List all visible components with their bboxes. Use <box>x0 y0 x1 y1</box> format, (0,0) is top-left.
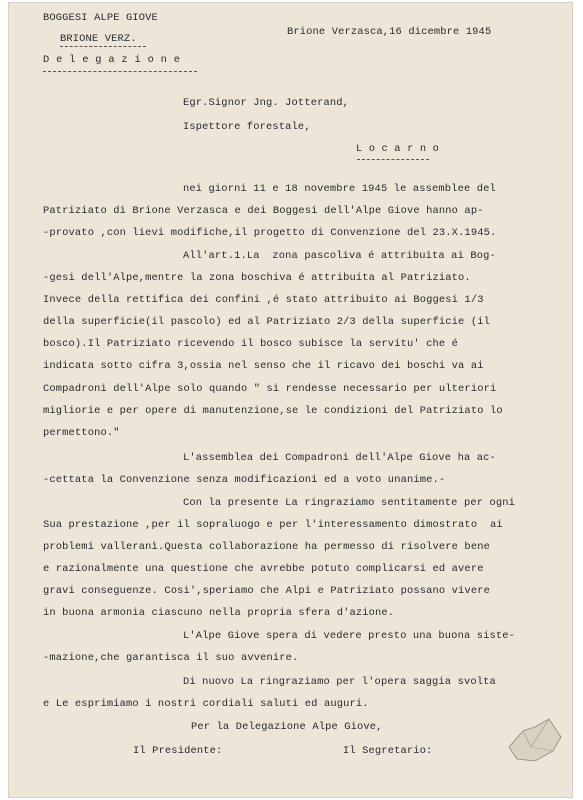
body-line: Compadroni dell'Alpe solo quando " si rendesse necessario per ulteriori <box>43 383 497 395</box>
dateline: Brione Verzasca,16 dicembre 1945 <box>287 26 492 38</box>
body-line: All'art.1.La zona pascoliva é attribuita ai Bog- <box>183 250 496 262</box>
body-line: Con la presente La ringraziamo sentitamente per ogni <box>183 497 516 509</box>
body-line: L'assemblea dei Compadroni dell'Alpe Giove ha ac- <box>183 452 496 464</box>
body-line: -provato ,con lievi modifiche,il progetto di Convenzione del 23.X.1945. <box>43 227 497 239</box>
body-line: -mazione,che garantisca il suo avvenire. <box>43 652 299 664</box>
body-line: Patriziato di Brione Verzasca e dei Boggesi dell'Alpe Giove hanno ap- <box>43 205 484 217</box>
letterhead-delegation: D e l e g a z i o n e <box>43 54 181 66</box>
president-label: Il Presidente: <box>133 745 223 757</box>
closing-line: Per la Delegazione Alpe Giove, <box>191 721 383 733</box>
body-line: permettono." <box>43 427 120 439</box>
body-line: -cettata la Convenzione senza modificazioni ed a voto unanime.- <box>43 474 446 486</box>
body-line: Di nuovo La ringraziamo per l'opera saggia svolta <box>183 676 496 688</box>
body-line: indicata sotto cifra 3,ossia nel senso che il ricavo dei boschi va ai <box>43 360 484 372</box>
body-line: della superficie(il pascolo) ed al Patriziato 2/3 della superficie (il <box>43 316 490 328</box>
recipient-city-underline <box>357 159 429 160</box>
body-line: Invece della rettifica dei confini ,é stato attribuito ai Boggesi 1/3 <box>43 294 484 306</box>
letterhead-underline <box>60 46 146 47</box>
body-line: e razionalmente una questione che avrebbe potuto complicarsi ed avere <box>43 563 484 575</box>
body-line: migliorie e per opere di manutenzione,se le condizioni del Patriziato lo <box>43 405 503 417</box>
body-line: bosco).Il Patriziato ricevendo il bosco subisce la servitu' che é <box>43 338 459 350</box>
body-line: L'Alpe Giove spera di vedere presto una buona siste- <box>183 630 516 642</box>
body-line: e Le esprimiamo i nostri cordiali saluti ed auguri. <box>43 698 369 710</box>
body-line: nei giorni 11 e 18 novembre 1945 le assemblee del <box>183 183 496 195</box>
recipient-city: L o c a r n o <box>356 143 440 155</box>
recipient-name: Egr.Signor Jng. Jotterand, <box>183 97 350 109</box>
recipient-title: Ispettore forestale, <box>183 121 311 133</box>
body-line: gravi conseguenze. Cosi',speriamo che Alpi e Patriziato possano vivere <box>43 585 490 597</box>
torn-corner-mark <box>505 717 563 765</box>
body-line: problemi valleranì.Questa collaborazione ha permesso di risolvere bene <box>43 541 490 553</box>
body-line: -gesi dell'Alpe,mentre la zona boschiva é attribuita al Patriziato. <box>43 272 471 284</box>
letterhead-org-name: BOGGESI ALPE GIOVE <box>43 12 158 24</box>
delegation-underline <box>43 71 197 72</box>
secretary-label: Il Segretario: <box>343 745 433 757</box>
letterhead-place: BRIONE VERZ. <box>60 33 137 45</box>
body-line: Sua prestazione ,per il sopraluogo e per l'interessamento dimostrato ai <box>43 519 503 531</box>
body-line: in buona armonia ciascuno nella propria sfera d'azione. <box>43 607 395 619</box>
letter-page <box>8 2 573 798</box>
